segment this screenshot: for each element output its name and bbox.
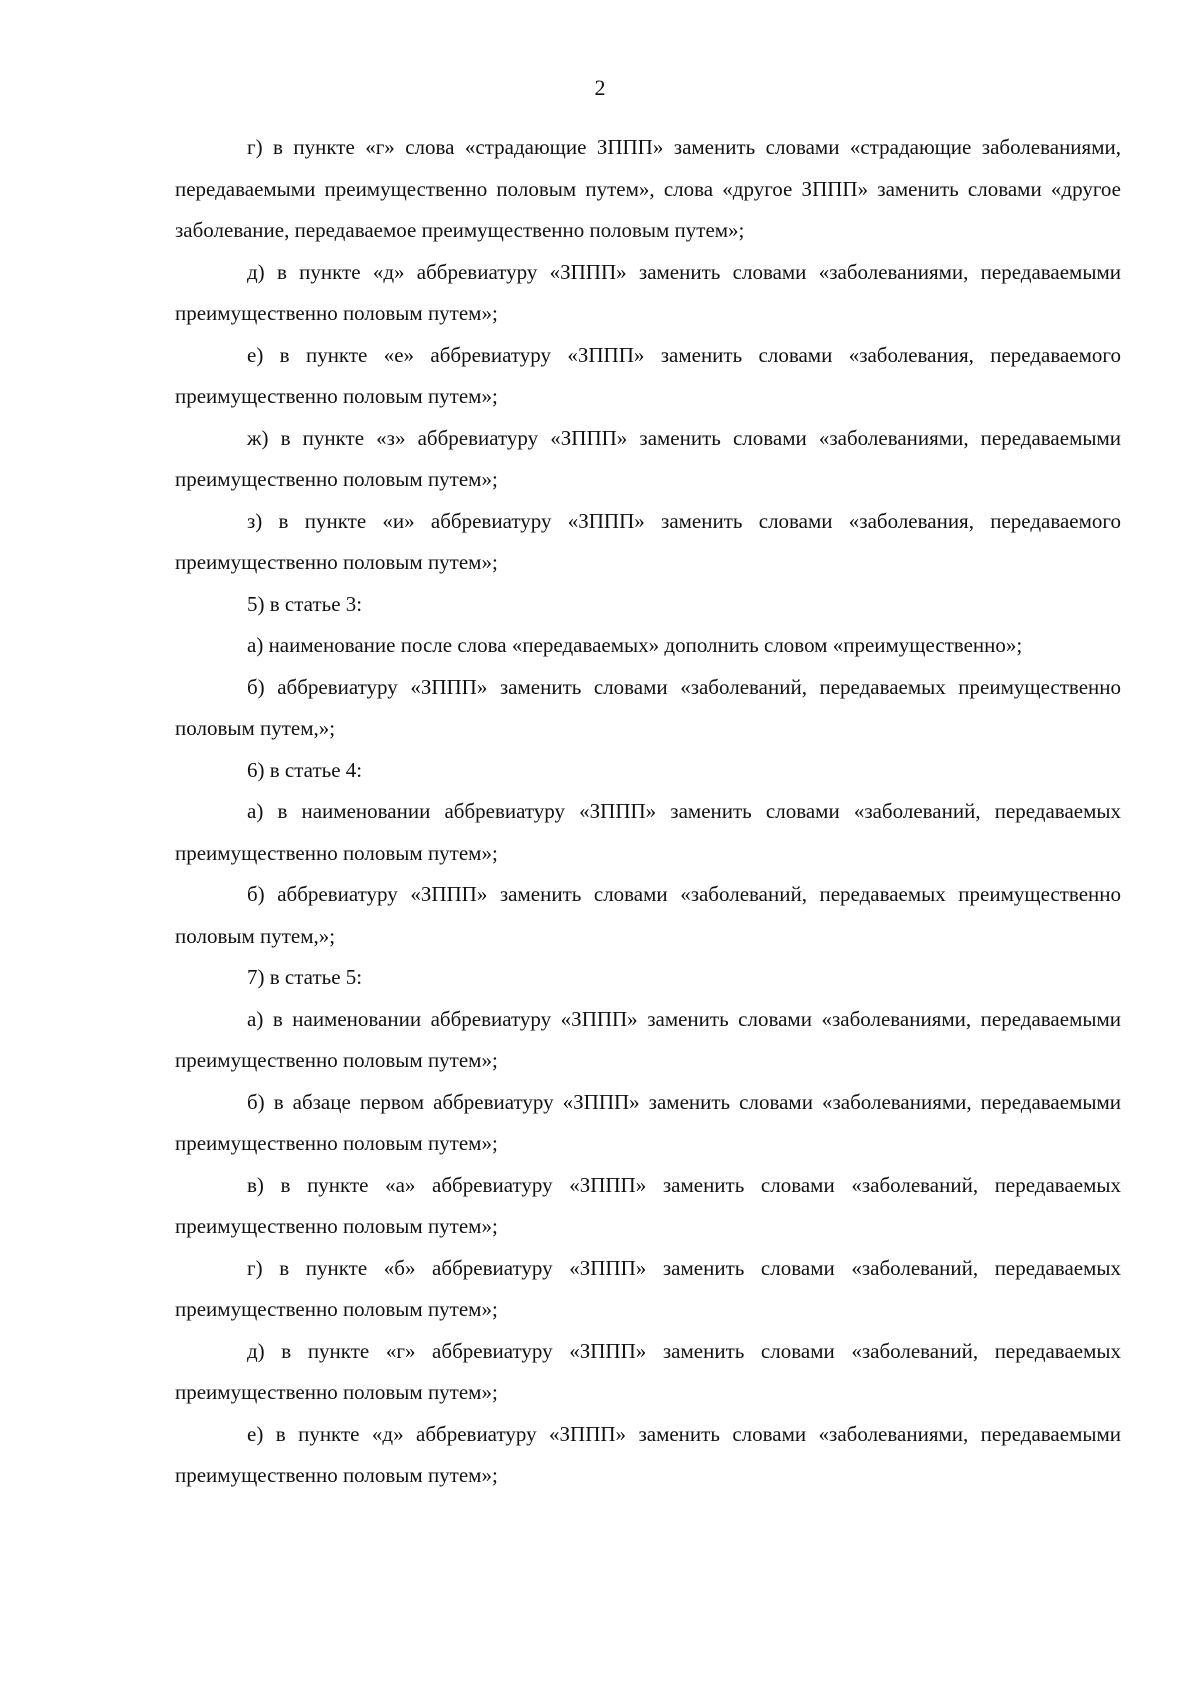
section-heading: 5) в статье 3: [247,591,363,616]
paragraph: д) в пункте «г» аббревиатуру «ЗППП» заменить словами «заболеваний, передаваемых преимущественно половым путем»; [175,1338,1121,1404]
paragraph: е) в пункте «е» аббревиатуру «ЗППП» заменить словами «заболевания, передаваемого преимущественно половым путем»; [175,342,1121,408]
paragraph: з) в пункте «и» аббревиатуру «ЗППП» заменить словами «заболевания, передаваемого преимущественно половым путем»; [175,508,1121,574]
paragraph: б) аббревиатуру «ЗППП» заменить словами «заболеваний, передаваемых преимущественно половым путем,»; [175,674,1121,740]
document-body [175,127,1121,1497]
paragraph: а) наименование после слова «передаваемых» дополнить словом «преимущественно»; [247,633,1023,657]
paragraph: а) в наименовании аббревиатуру «ЗППП» заменить словами «заболеваниями, передаваемыми преимущественно половым путем»; [175,1006,1121,1072]
paragraph: е) в пункте «д» аббревиатуру «ЗППП» заменить словами «заболеваниями, передаваемыми преимущественно половым путем»; [175,1421,1121,1487]
paragraph: г) в пункте «б» аббревиатуру «ЗППП» заменить словами «заболеваний, передаваемых преимущественно половым путем»; [175,1255,1121,1321]
section-heading: 6) в статье 4: [247,757,363,782]
paragraph: г) в пункте «г» слова «страдающие ЗППП» заменить словами «страдающие заболеваниями, передаваемыми преимущественно половым путем», слова «другое ЗППП» заменить словами «другое заболевание, передаваемое преимущественно половым путем»; [175,135,1121,242]
paragraph: ж) в пункте «з» аббревиатуру «ЗППП» заменить словами «заболеваниями, передаваемыми преимущественно половым путем»; [175,425,1121,491]
paragraph: б) аббревиатуру «ЗППП» заменить словами «заболеваний, передаваемых преимущественно половым путем,»; [175,882,1121,948]
paragraph: д) в пункте «д» аббревиатуру «ЗППП» заменить словами «заболеваниями, передаваемыми преимущественно половым путем»; [175,259,1121,325]
paragraph: а) в наименовании аббревиатуру «ЗППП» заменить словами «заболеваний, передаваемых преимущественно половым путем»; [175,799,1121,865]
paragraph: в) в пункте «а» аббревиатуру «ЗППП» заменить словами «заболеваний, передаваемых преимущественно половым путем»; [175,1172,1121,1238]
section-heading: 7) в статье 5: [247,965,363,989]
paragraph: б) в абзаце первом аббревиатуру «ЗППП» заменить словами «заболеваниями, передаваемыми преимущественно половым путем»; [175,1089,1121,1155]
page-number: 2 [594,75,606,100]
